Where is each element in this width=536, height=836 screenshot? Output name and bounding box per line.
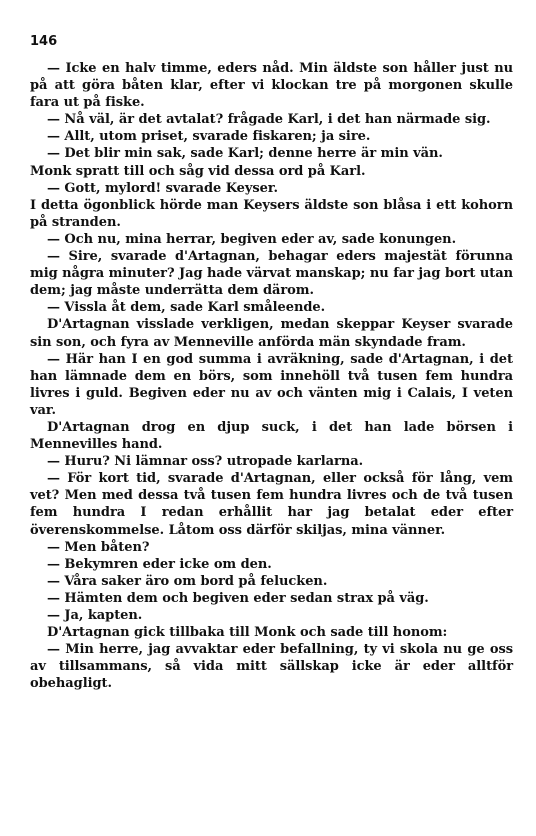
paragraph: — Här han I en god summa i avräkning, sade d'Artagnan, i det han lämnade dem en börs, som innehöll två tusen fem hundra livres i guld. Begiven eder nu av och vänten mig i Calais, I veten var. bbox=[30, 351, 513, 418]
paragraph: — Nå väl, är det avtalat? frågade Karl, i det han närmade sig. bbox=[47, 112, 491, 128]
paragraph: — Hämten dem och begiven eder sedan strax på väg. bbox=[47, 590, 429, 606]
paragraph: — Ja, kapten. bbox=[47, 608, 143, 623]
paragraph: — Våra saker äro om bord på felucken. bbox=[47, 573, 328, 589]
paragraph: — Sire, svarade d'Artagnan, behagar eders majestät förunna mig några minuter? Jag hade värvat manskap; nu far jag bort utan dem; jag måste underrätta dem därom. bbox=[30, 249, 513, 299]
paragraph: — Allt, utom priset, svarade fiskaren; ja sire. bbox=[47, 129, 371, 145]
paragraph: — Huru? Ni lämnar oss? utropade karlarna. bbox=[47, 454, 364, 470]
paragraph: — Det blir min sak, sade Karl; denne herre är min vän. bbox=[47, 146, 443, 162]
paragraph: — Vissla åt dem, sade Karl småleende. bbox=[47, 300, 326, 316]
page-number: 146 bbox=[30, 34, 58, 49]
paragraph: — För kort tid, svarade d'Artagnan, eller också för lång, vem vet? Men med dessa två tusen fem hundra livres och de två tusen fem hundra I redan erhållit har jag betalat eder efter överenskommelse. Låtom oss därför skiljas, mina vänner. bbox=[30, 471, 513, 538]
paragraph: D'Artagnan gick tillbaka till Monk och sade till honom: bbox=[47, 625, 448, 641]
paragraph: — Gott, mylord! svarade Keyser. bbox=[47, 180, 278, 196]
paragraph: — Min herre, jag avvaktar eder befallning, ty vi skola nu ge oss av tillsammans, så vida mitt sällskap icke är eder alltför obehagligt. bbox=[30, 642, 513, 692]
paragraph: D'Artagnan visslade verkligen, medan skeppar Keyser svarade sin son, och fyra av Menneville anförda män skyndade fram. bbox=[30, 317, 513, 350]
paragraph: D'Artagnan drog en djup suck, i det han lade börsen i Mennevilles hand. bbox=[30, 419, 513, 453]
paragraph: I detta ögonblick hörde man Keysers äldste son blåsa i ett kohorn på stranden. bbox=[30, 197, 513, 230]
paragraph: Monk spratt till och såg vid dessa ord på Karl. bbox=[30, 163, 366, 179]
paragraph: — Icke en halv timme, eders nåd. Min äldste son håller just nu på att göra båten klar, efter vi klockan tre på morgonen skulle fara ut på fiske. bbox=[30, 61, 513, 111]
paragraph: — Men båten? bbox=[47, 539, 150, 555]
body-text bbox=[30, 60, 513, 692]
paragraph: — Och nu, mina herrar, begiven eder av, sade konungen. bbox=[47, 231, 457, 247]
paragraph: — Bekymren eder icke om den. bbox=[47, 556, 272, 572]
